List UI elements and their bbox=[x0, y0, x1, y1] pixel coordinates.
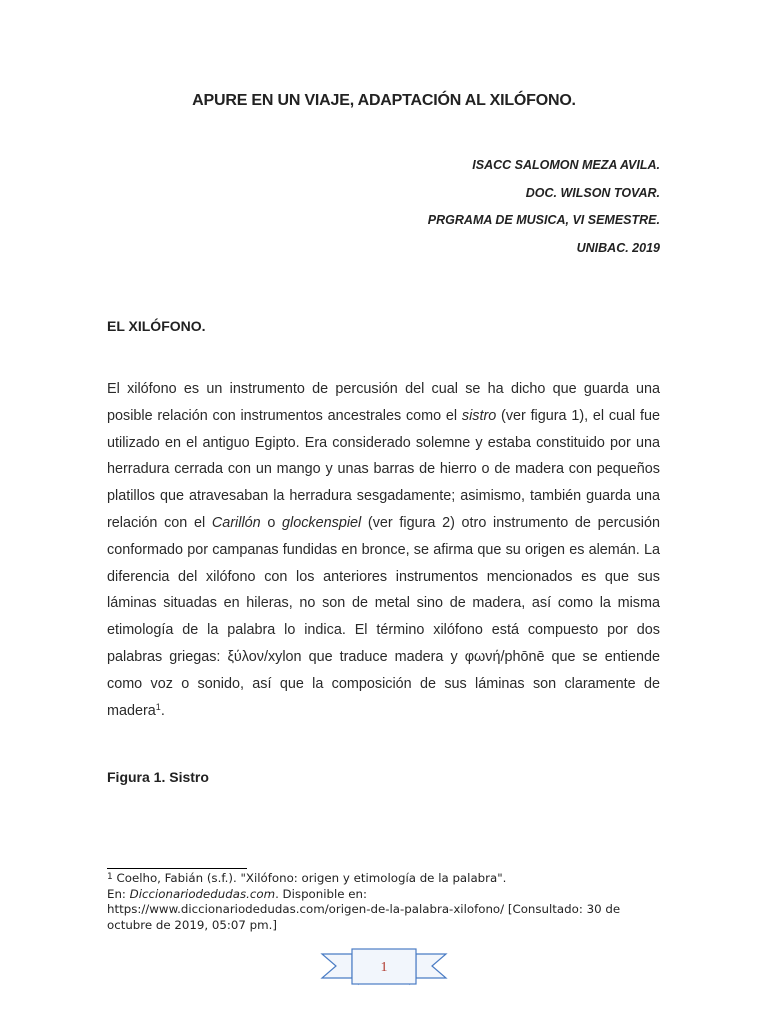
paragraph-text: El xilófono es un instrumento de percusión del cual se ha dicho que guarda una posible relación con instrumentos ancestrales como el bbox=[107, 381, 660, 424]
italic-term-glockenspiel: glockenspiel bbox=[282, 514, 362, 531]
institution-year: UNIBAC. 2019 bbox=[576, 240, 660, 255]
author-name: ISACC SALOMON MEZA AVILA. bbox=[472, 158, 660, 172]
footnote bbox=[107, 870, 667, 933]
italic-term-sistro: sistro bbox=[461, 407, 497, 424]
footnote-en-label: En: bbox=[107, 886, 130, 901]
footnote-citation: Coelho, Fabián (s.f.). "Xilófono: origen y etimología de la palabra". bbox=[112, 871, 507, 885]
page-number: 1 bbox=[380, 960, 388, 975]
document-title: APURE EN UN VIAJE, ADAPTACIÓN AL XILÓFONO. bbox=[192, 92, 576, 109]
paragraph-text: o bbox=[260, 514, 283, 531]
paragraph-text: (ver figura 1), el cual fue utilizado en el antiguo Egipto. Era considerado solemne y estaba constituido por una herradura cerrada con un mango y unas barras de hierro o de madera con pequeños platillos que atravesaban la herradura sesgadamente; asimismo, también guarda una relación con el bbox=[107, 407, 660, 531]
italic-term-carillon: Carillón bbox=[211, 514, 261, 531]
paragraph-text: (ver figura 2) otro instrumento de percusión conformado por campanas fundidas en bronce, se afirma que su origen es alemán. La diferencia del xilófono con los anteriores instrumentos mencionados es que sus láminas situadas en hileras, no son de metal sino de madera, así como la misma etimología de la palabra lo indica. El término xilófono está compuesto por dos palabras griegas: ξύλον/xylon que traduce madera y φωνή/phōnē que se entiende como voz o sonido, así que la composición de sus láminas son claramente de madera bbox=[107, 514, 660, 719]
advisor-name: DOC. WILSON TOVAR. bbox=[525, 185, 660, 200]
body-paragraph bbox=[107, 376, 660, 724]
paragraph-text: . bbox=[160, 702, 165, 719]
figure-caption: Figura 1. Sistro bbox=[107, 769, 209, 785]
footnote-reference[interactable]: 1 bbox=[155, 701, 161, 712]
program-name: PRGRAMA DE MUSICA, VI SEMESTRE. bbox=[427, 213, 660, 227]
footnote-mark: 1 bbox=[107, 872, 113, 882]
footnote-separator bbox=[107, 868, 247, 869]
author-block bbox=[428, 152, 660, 262]
footnote-available: . Disponible en: bbox=[275, 886, 368, 901]
footnote-url[interactable]: https://www.diccionariodedudas.com/origen-de-la-palabra-xilofono/ [Consultado: 30 de octubre de 2019, 05:07 pm.] bbox=[107, 902, 621, 932]
section-heading: EL XILÓFONO. bbox=[107, 318, 206, 334]
footnote-source-site: Diccionariodedudas.com bbox=[129, 886, 276, 901]
page-number-ribbon bbox=[318, 946, 450, 996]
